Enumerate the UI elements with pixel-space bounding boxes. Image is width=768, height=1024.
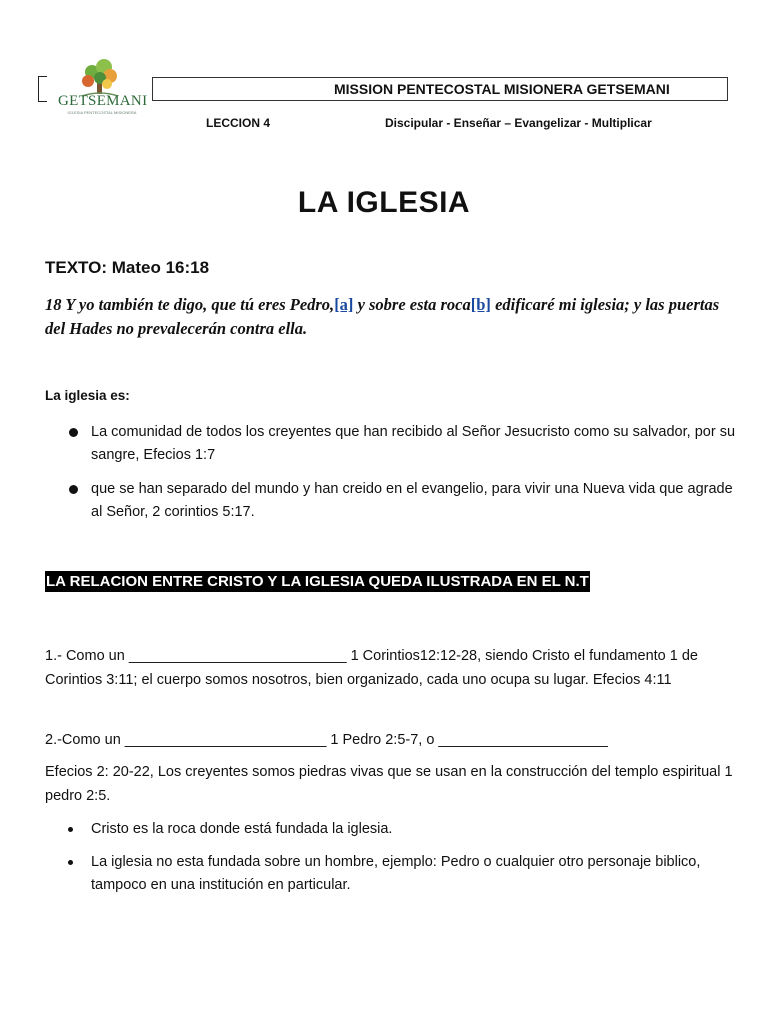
section-heading: LA RELACION ENTRE CRISTO Y LA IGLESIA QUEDA ILUSTRADA EN EL N.T [46, 573, 589, 590]
church-is-heading: La iglesia es: [45, 388, 130, 403]
footnote-link-b[interactable]: [b] [470, 295, 491, 314]
motto: Discipular - Enseñar – Evangelizar - Multiplicar [385, 116, 652, 130]
bullet-icon [69, 428, 78, 437]
list-item [45, 478, 735, 524]
list-item-text: que se han separado del mundo y han creido en el evangelio, para vivir una Nueva vida que agrade al Señor, 2 corintios 5:17. [91, 481, 733, 520]
paragraph-body-illustration: 1.- Como un ___________________________ 1 Corintios12:12-28, siendo Cristo el fundamento 1 de Corintios 3:11; el cuerpo somos nosotros, bien organizado, cada uno ocupa su lugar. Efecios 4:11 [45, 648, 698, 688]
bullet-icon [69, 485, 78, 494]
lesson-label: LECCION 4 [206, 116, 271, 130]
church-is-list [45, 421, 735, 535]
list-item-text: Cristo es la roca donde está fundada la iglesia. [91, 821, 393, 837]
scripture-verse [45, 293, 735, 341]
bullet-icon [68, 827, 73, 832]
list-item [45, 818, 735, 841]
paragraph-building-illustration: 2.-Como un _________________________ 1 Pedro 2:5-7, o _____________________ [45, 732, 608, 748]
list-item-text: La iglesia no esta fundada sobre un hombre, ejemplo: Pedro o cualquier otro personaje biblico, tampoco en una institución en particular. [91, 854, 701, 893]
page-title: LA IGLESIA [297, 186, 471, 219]
verse-part-2: y sobre esta roca [353, 295, 471, 314]
header-bracket [38, 76, 47, 102]
scripture-label: TEXTO: Mateo 16:18 [45, 258, 210, 277]
verse-part-1: 18 Y yo también te digo, que tú eres Pedro, [45, 295, 335, 314]
list-item [45, 421, 735, 467]
logo-name: GETSEMANI [58, 93, 148, 109]
paragraph-living-stones: Efecios 2: 20-22, Los creyentes somos piedras vivas que se usan en la construcción del templo espiritual 1 pedro 2:5. [45, 764, 733, 804]
bullet-icon [68, 860, 73, 865]
foundation-list [45, 818, 735, 907]
footnote-link-a[interactable]: [a] [334, 295, 354, 314]
list-item [45, 851, 735, 897]
org-title: MISSION PENTECOSTAL MISIONERA GETSEMANI [334, 81, 670, 97]
verse-part-3: edificaré mi iglesia; y las puertas del Hades no prevalecerán contra ella. [45, 295, 720, 338]
logo-subtext: IGLESIA PENTECOSTAL MISIONERA [67, 110, 137, 115]
list-item-text: La comunidad de todos los creyentes que han recibido al Señor Jesucristo como su salvador, por su sangre, Efecios 1:7 [91, 424, 736, 463]
